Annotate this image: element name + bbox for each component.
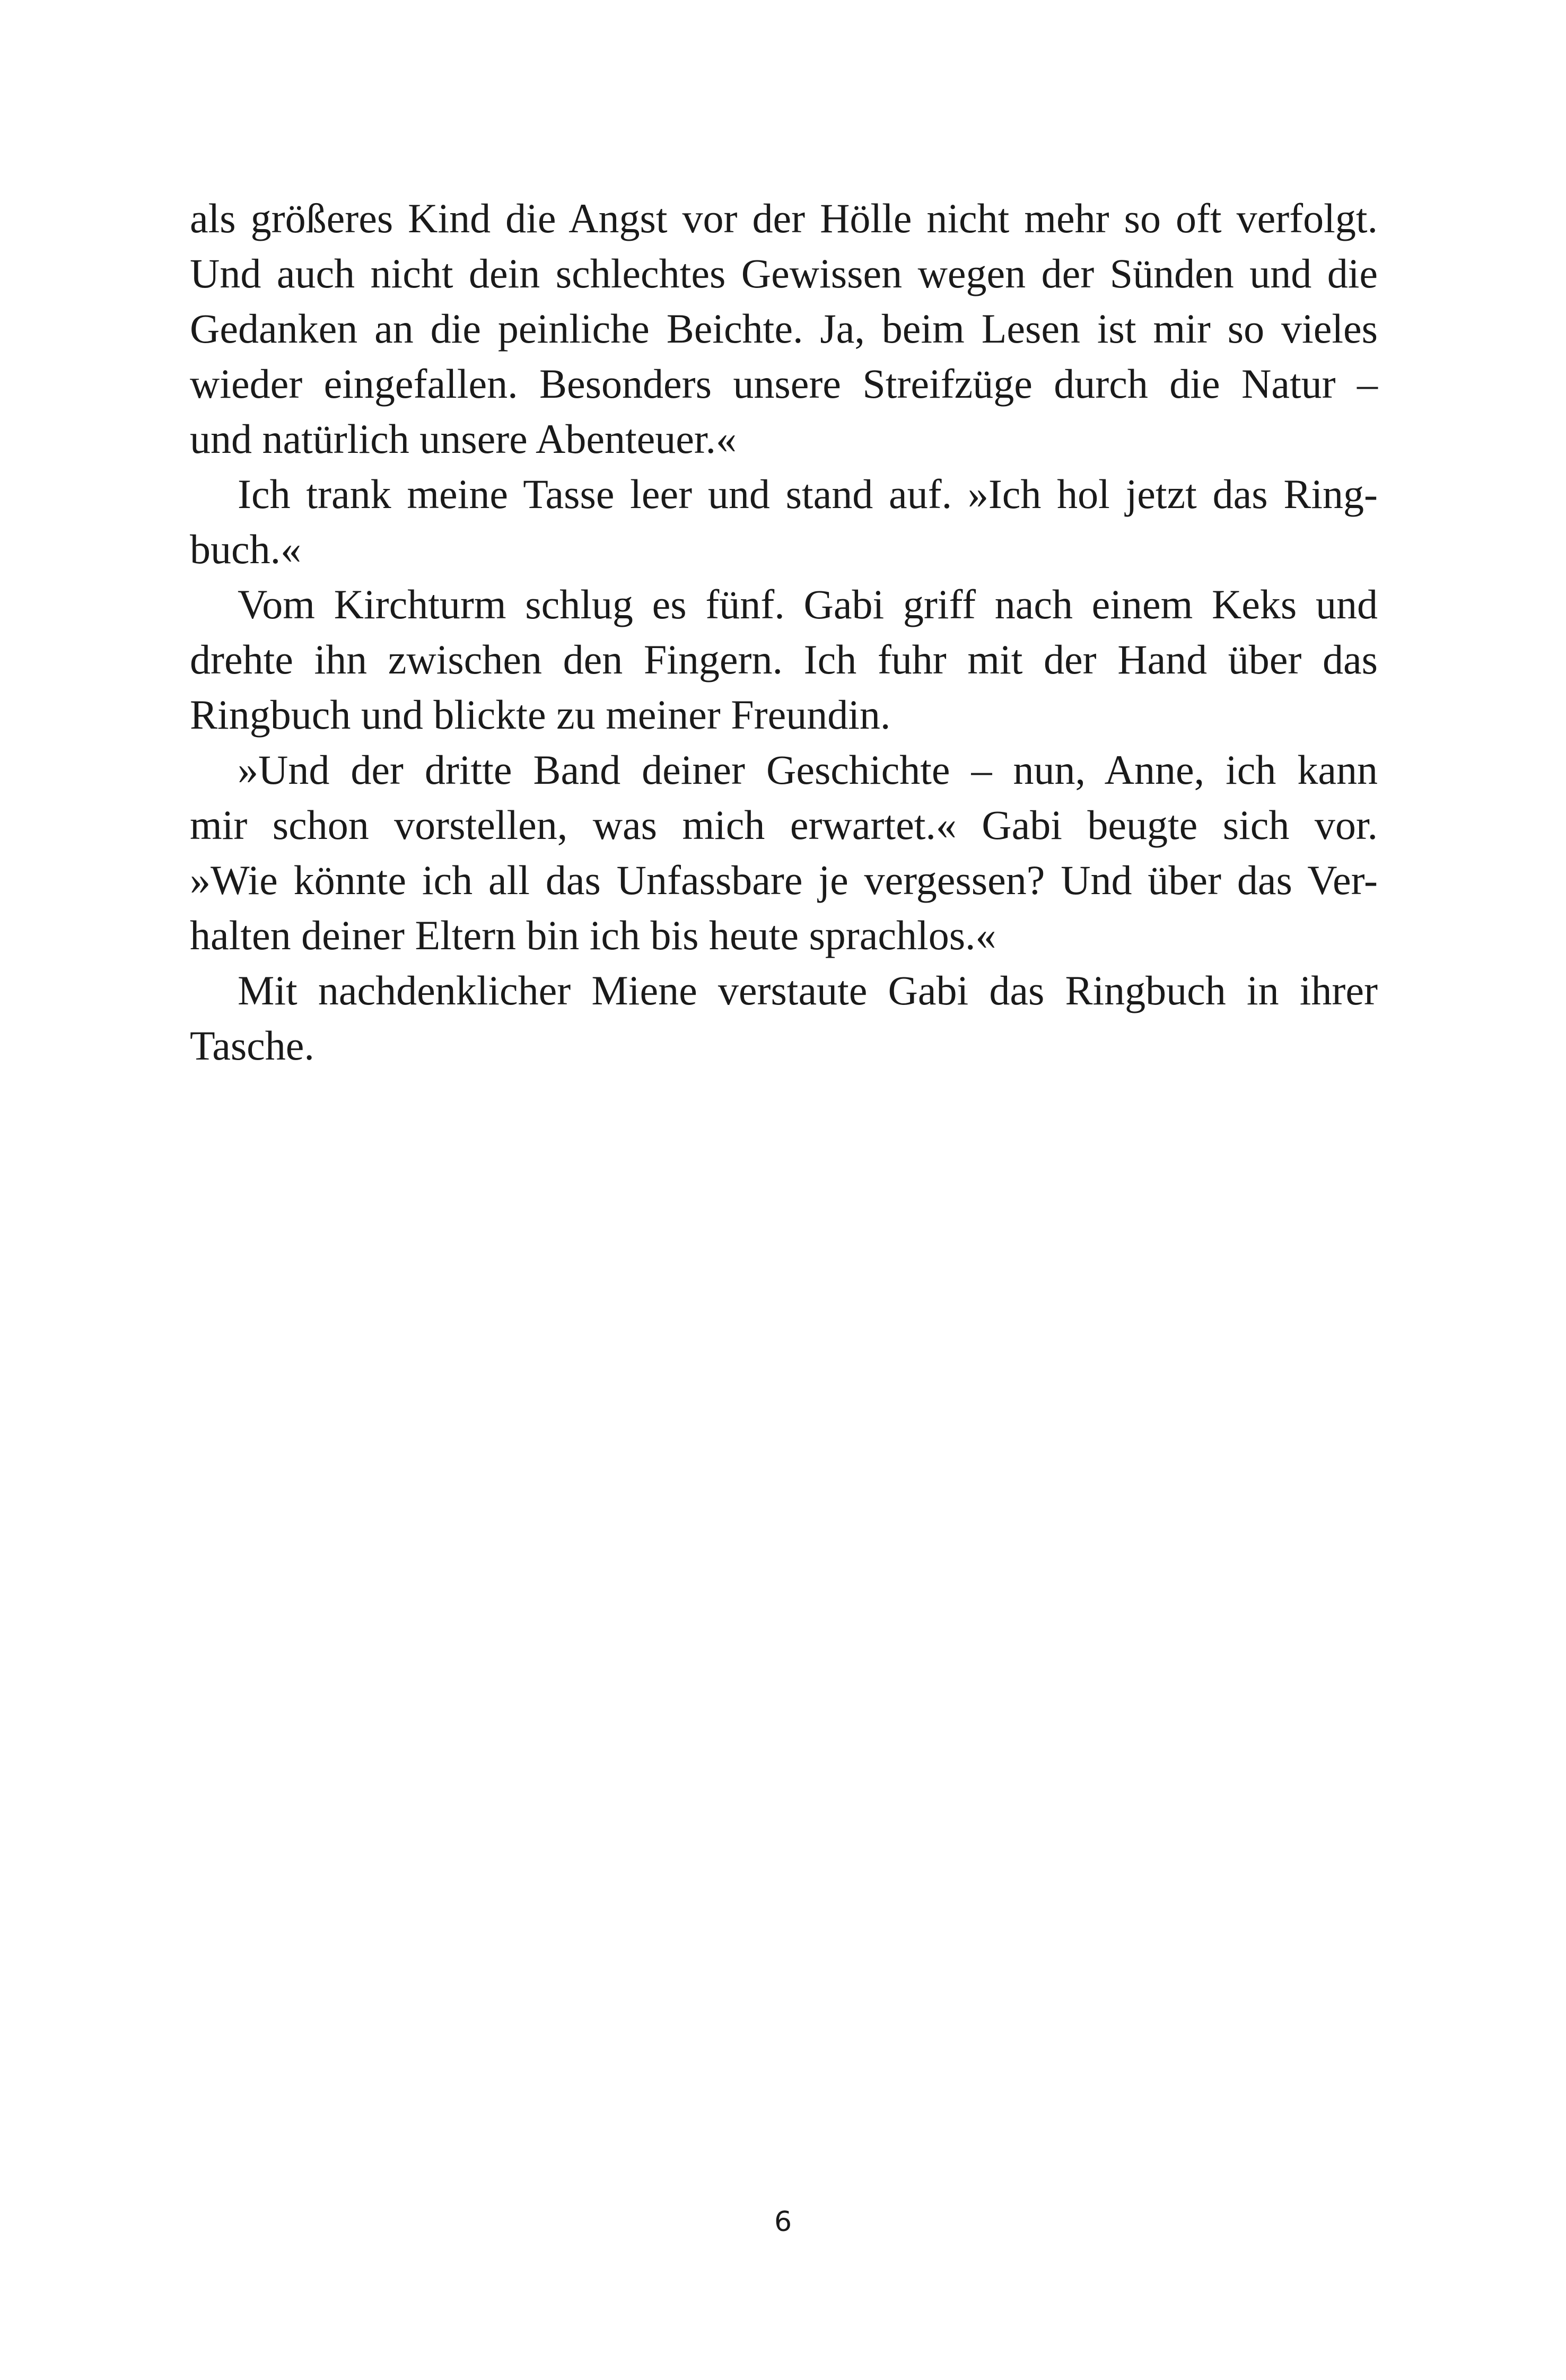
text-line: Ringbuch und blickte zu meiner Freundin.: [190, 692, 891, 738]
text-line: Und auch nicht dein schlechtes Gewissen wegen der Sünden und die: [190, 250, 1378, 296]
text-line: mir schon vorstellen, was mich erwartet.« Gabi beugte sich vor.: [190, 802, 1378, 848]
text-line: Gedanken an die peinliche Beichte. Ja, beim Lesen ist mir so vieles: [190, 305, 1378, 352]
body-text: [190, 191, 1378, 1073]
text-line: buch.«: [190, 526, 302, 572]
text-line: halten deiner Eltern bin ich bis heute sprachlos.«: [190, 912, 996, 958]
text-line: und natürlich unsere Abenteuer.«: [190, 416, 737, 462]
text-line: Vom Kirchturm schlug es fünf. Gabi griff nach einem Keks und: [238, 581, 1378, 627]
text-line: Mit nachdenklicher Miene verstaute Gabi das Ringbuch in ihrer: [238, 967, 1378, 1013]
text-line: drehte ihn zwischen den Fingern. Ich fuhr mit der Hand über das: [190, 636, 1378, 682]
text-line: Ich trank meine Tasse leer und stand auf. »Ich hol jetzt das Ring-: [238, 471, 1378, 517]
text-line: als größeres Kind die Angst vor der Hölle nicht mehr so oft verfolgt.: [190, 195, 1378, 241]
text-line: »Und der dritte Band deiner Geschichte – nun, Anne, ich kann: [238, 747, 1378, 793]
page-number: 6: [774, 2206, 792, 2238]
text-line: »Wie könnte ich all das Unfassbare je vergessen? Und über das Ver-: [190, 857, 1378, 903]
text-line: Tasche.: [190, 1022, 314, 1069]
text-line: wieder eingefallen. Besonders unsere Streifzüge durch die Natur –: [190, 361, 1378, 407]
